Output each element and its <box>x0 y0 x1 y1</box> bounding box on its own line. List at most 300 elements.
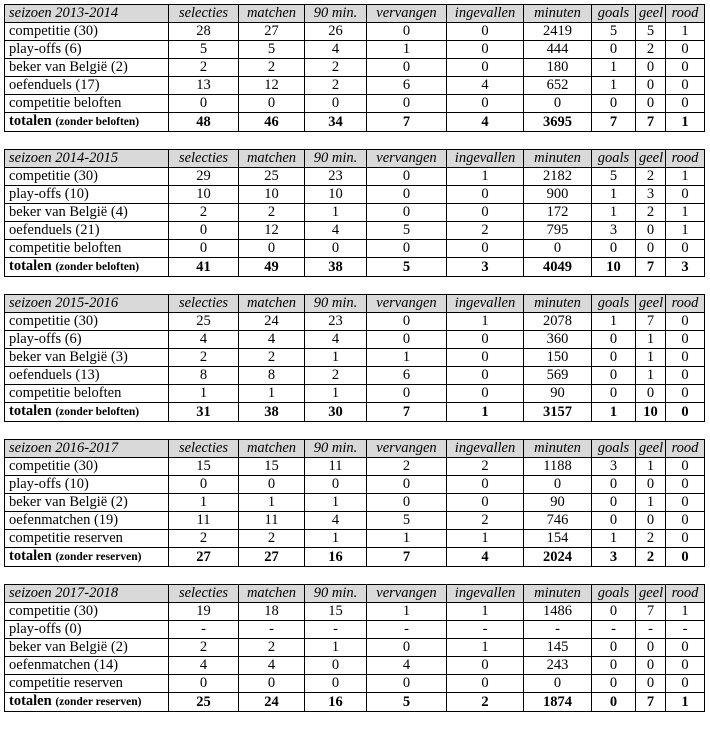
table-row <box>5 186 705 204</box>
totals-label-cell <box>5 548 169 567</box>
table-cell: 0 <box>447 494 524 512</box>
totals-cell: 2 <box>636 548 666 567</box>
table-cell: 1 <box>447 530 524 548</box>
totals-cell: 3157 <box>524 403 592 422</box>
table-cell: 0 <box>592 349 636 367</box>
totals-cell: 5 <box>367 258 447 277</box>
totals-cell: 16 <box>305 548 367 567</box>
table-row <box>5 458 705 476</box>
table-row <box>5 675 705 693</box>
totals-label-cell <box>5 693 169 712</box>
table-cell: 0 <box>169 675 239 693</box>
totals-note: (zonder beloften) <box>55 116 140 128</box>
table-row <box>5 23 705 41</box>
table-cell: 1486 <box>524 603 592 621</box>
row-label: beker van België (2) <box>5 59 169 77</box>
totals-cell: 1874 <box>524 693 592 712</box>
table-cell: 4 <box>305 331 367 349</box>
column-header: ingevallen <box>447 295 524 313</box>
table-cell: 1 <box>592 59 636 77</box>
table-cell: 0 <box>367 385 447 403</box>
totals-cell: 0 <box>666 548 705 567</box>
table-cell: 10 <box>305 186 367 204</box>
table-cell: 0 <box>666 41 705 59</box>
table-cell: 13 <box>169 77 239 95</box>
table-cell: 0 <box>666 367 705 385</box>
table-cell: 1 <box>305 349 367 367</box>
column-header: geel <box>636 5 666 23</box>
table-cell: 5 <box>592 23 636 41</box>
totals-cell: 3695 <box>524 113 592 132</box>
season-table <box>4 294 705 422</box>
table-cell: - <box>239 621 305 639</box>
table-row <box>5 222 705 240</box>
table-cell: 0 <box>666 331 705 349</box>
totals-cell: 0 <box>592 693 636 712</box>
totals-note: (zonder beloften) <box>55 406 140 418</box>
table-row <box>5 603 705 621</box>
totals-label: totalen <box>9 548 52 564</box>
table-cell: 5 <box>636 23 666 41</box>
table-row <box>5 349 705 367</box>
table-row <box>5 77 705 95</box>
column-header: selecties <box>169 295 239 313</box>
table-row <box>5 512 705 530</box>
season-title: seizoen 2013-2014 <box>5 5 169 23</box>
row-label: competitie (30) <box>5 603 169 621</box>
table-cell: 180 <box>524 59 592 77</box>
table-cell: 6 <box>367 367 447 385</box>
totals-label-cell <box>5 403 169 422</box>
table-spacer <box>4 422 704 439</box>
table-cell: 2 <box>169 349 239 367</box>
table-cell: - <box>524 621 592 639</box>
table-cell: 4 <box>447 77 524 95</box>
table-cell: 0 <box>666 657 705 675</box>
totals-cell: 4 <box>447 548 524 567</box>
row-label: play-offs (6) <box>5 41 169 59</box>
totals-cell: 49 <box>239 258 305 277</box>
table-cell: 5 <box>367 512 447 530</box>
column-header: 90 min. <box>305 5 367 23</box>
table-row <box>5 240 705 258</box>
row-label: oefenmatchen (14) <box>5 657 169 675</box>
column-header: selecties <box>169 5 239 23</box>
table-cell: 0 <box>636 639 666 657</box>
table-cell: 0 <box>524 675 592 693</box>
table-cell: 2 <box>636 204 666 222</box>
table-cell: 0 <box>592 331 636 349</box>
table-cell: 1 <box>636 349 666 367</box>
table-cell: 0 <box>666 639 705 657</box>
season-header-row <box>5 585 705 603</box>
totals-label-cell <box>5 258 169 277</box>
column-header: goals <box>592 5 636 23</box>
table-cell: 0 <box>169 95 239 113</box>
totals-cell: 7 <box>592 113 636 132</box>
table-cell: 0 <box>239 240 305 258</box>
table-cell: 12 <box>239 222 305 240</box>
table-cell: 0 <box>666 313 705 331</box>
column-header: geel <box>636 150 666 168</box>
table-cell: 1 <box>592 186 636 204</box>
table-cell: - <box>367 621 447 639</box>
table-row <box>5 41 705 59</box>
table-cell: 24 <box>239 313 305 331</box>
table-cell: 4 <box>169 331 239 349</box>
table-cell: 3 <box>592 222 636 240</box>
totals-cell: 1 <box>447 403 524 422</box>
totals-cell: 25 <box>169 693 239 712</box>
totals-cell: 38 <box>239 403 305 422</box>
column-header: minuten <box>524 5 592 23</box>
totals-cell: 10 <box>636 403 666 422</box>
table-row <box>5 385 705 403</box>
totals-cell: 38 <box>305 258 367 277</box>
table-cell: 5 <box>169 41 239 59</box>
season-title: seizoen 2016-2017 <box>5 440 169 458</box>
table-cell: 4 <box>169 657 239 675</box>
table-cell: 1 <box>367 349 447 367</box>
totals-cell: 2024 <box>524 548 592 567</box>
table-cell: 900 <box>524 186 592 204</box>
table-cell: 0 <box>636 240 666 258</box>
table-cell: 0 <box>592 657 636 675</box>
table-cell: 1 <box>592 313 636 331</box>
table-cell: 0 <box>592 639 636 657</box>
table-cell: 0 <box>592 512 636 530</box>
column-header: matchen <box>239 585 305 603</box>
totals-cell: 7 <box>367 113 447 132</box>
table-row <box>5 331 705 349</box>
table-cell: - <box>169 621 239 639</box>
column-header: rood <box>666 150 705 168</box>
table-cell: 0 <box>447 41 524 59</box>
row-label: competitie reserven <box>5 530 169 548</box>
table-cell: 1188 <box>524 458 592 476</box>
column-header: vervangen <box>367 440 447 458</box>
season-stats-document <box>4 4 704 712</box>
column-header: ingevallen <box>447 150 524 168</box>
table-cell: 0 <box>305 476 367 494</box>
table-cell: 1 <box>447 313 524 331</box>
table-cell: 0 <box>367 675 447 693</box>
column-header: rood <box>666 585 705 603</box>
totals-label: totalen <box>9 258 52 274</box>
table-cell: 0 <box>666 349 705 367</box>
table-cell: 4 <box>305 512 367 530</box>
totals-cell: 48 <box>169 113 239 132</box>
table-cell: 1 <box>305 494 367 512</box>
table-cell: 0 <box>447 476 524 494</box>
column-header: 90 min. <box>305 440 367 458</box>
table-cell: 1 <box>169 385 239 403</box>
season-header-row <box>5 440 705 458</box>
table-cell: 5 <box>592 168 636 186</box>
table-cell: 0 <box>592 240 636 258</box>
row-label: oefenduels (13) <box>5 367 169 385</box>
totals-cell: 0 <box>666 403 705 422</box>
table-cell: 4 <box>239 657 305 675</box>
table-cell: 2 <box>239 59 305 77</box>
table-cell: 2 <box>239 204 305 222</box>
table-cell: 0 <box>239 476 305 494</box>
table-cell: 0 <box>592 675 636 693</box>
table-cell: 0 <box>592 385 636 403</box>
table-cell: 2 <box>239 530 305 548</box>
column-header: goals <box>592 585 636 603</box>
table-cell: 154 <box>524 530 592 548</box>
totals-cell: 4049 <box>524 258 592 277</box>
totals-cell: 1 <box>666 693 705 712</box>
table-cell: 0 <box>666 512 705 530</box>
totals-cell: 1 <box>592 403 636 422</box>
column-header: vervangen <box>367 585 447 603</box>
table-cell: 3 <box>592 458 636 476</box>
table-cell: 19 <box>169 603 239 621</box>
table-cell: - <box>592 621 636 639</box>
row-label: competitie (30) <box>5 458 169 476</box>
table-row <box>5 168 705 186</box>
column-header: vervangen <box>367 5 447 23</box>
column-header: goals <box>592 440 636 458</box>
table-row <box>5 530 705 548</box>
row-label: oefenduels (17) <box>5 77 169 95</box>
table-cell: 569 <box>524 367 592 385</box>
row-label: oefenduels (21) <box>5 222 169 240</box>
totals-cell: 30 <box>305 403 367 422</box>
table-cell: 8 <box>239 367 305 385</box>
table-cell: 11 <box>305 458 367 476</box>
totals-cell: 3 <box>447 258 524 277</box>
column-header: ingevallen <box>447 5 524 23</box>
column-header: vervangen <box>367 295 447 313</box>
table-cell: 0 <box>367 494 447 512</box>
table-cell: 0 <box>524 240 592 258</box>
totals-cell: 10 <box>592 258 636 277</box>
table-cell: 4 <box>367 657 447 675</box>
table-cell: 0 <box>447 675 524 693</box>
row-label: competitie (30) <box>5 168 169 186</box>
column-header: rood <box>666 5 705 23</box>
table-row <box>5 621 705 639</box>
column-header: goals <box>592 150 636 168</box>
totals-label-cell <box>5 113 169 132</box>
table-row <box>5 639 705 657</box>
totals-row <box>5 693 705 712</box>
table-cell: 0 <box>636 59 666 77</box>
season-table <box>4 4 705 132</box>
table-cell: 0 <box>367 204 447 222</box>
column-header: matchen <box>239 295 305 313</box>
season-title: seizoen 2017-2018 <box>5 585 169 603</box>
table-row <box>5 204 705 222</box>
column-header: vervangen <box>367 150 447 168</box>
table-cell: 1 <box>239 385 305 403</box>
table-cell: 1 <box>447 639 524 657</box>
column-header: minuten <box>524 585 592 603</box>
table-cell: - <box>447 621 524 639</box>
table-cell: 1 <box>367 530 447 548</box>
table-cell: 2 <box>636 168 666 186</box>
table-cell: 243 <box>524 657 592 675</box>
totals-cell: 7 <box>636 693 666 712</box>
column-header: selecties <box>169 440 239 458</box>
table-cell: 0 <box>239 675 305 693</box>
column-header: 90 min. <box>305 150 367 168</box>
table-cell: 150 <box>524 349 592 367</box>
table-cell: 0 <box>367 186 447 204</box>
totals-cell: 5 <box>367 693 447 712</box>
table-cell: 4 <box>305 41 367 59</box>
table-cell: 1 <box>305 639 367 657</box>
totals-cell: 4 <box>447 113 524 132</box>
row-label: play-offs (6) <box>5 331 169 349</box>
table-cell: 2078 <box>524 313 592 331</box>
table-cell: 0 <box>169 222 239 240</box>
table-cell: 12 <box>239 77 305 95</box>
table-cell: 145 <box>524 639 592 657</box>
table-cell: 0 <box>524 476 592 494</box>
table-cell: 2 <box>367 458 447 476</box>
table-cell: 0 <box>367 59 447 77</box>
column-header: selecties <box>169 150 239 168</box>
table-cell: 11 <box>169 512 239 530</box>
table-cell: 0 <box>636 222 666 240</box>
table-cell: 1 <box>636 458 666 476</box>
table-cell: 0 <box>367 240 447 258</box>
table-cell: 10 <box>239 186 305 204</box>
table-cell: 2 <box>305 367 367 385</box>
table-cell: 2 <box>447 458 524 476</box>
table-cell: 0 <box>239 95 305 113</box>
table-cell: 0 <box>592 494 636 512</box>
table-cell: 27 <box>239 23 305 41</box>
table-cell: 5 <box>367 222 447 240</box>
season-table <box>4 584 705 712</box>
totals-row <box>5 258 705 277</box>
table-cell: 0 <box>666 385 705 403</box>
table-cell: 6 <box>367 77 447 95</box>
table-cell: 0 <box>367 95 447 113</box>
table-cell: 1 <box>666 603 705 621</box>
table-cell: 0 <box>447 59 524 77</box>
table-cell: 25 <box>239 168 305 186</box>
table-spacer <box>4 567 704 584</box>
table-cell: 0 <box>447 367 524 385</box>
table-cell: 0 <box>636 657 666 675</box>
row-label: beker van België (2) <box>5 494 169 512</box>
table-cell: 0 <box>447 95 524 113</box>
table-cell: 0 <box>447 240 524 258</box>
table-cell: 1 <box>666 204 705 222</box>
column-header: matchen <box>239 440 305 458</box>
table-cell: 2 <box>305 59 367 77</box>
table-cell: 2 <box>169 59 239 77</box>
table-cell: 746 <box>524 512 592 530</box>
row-label: beker van België (3) <box>5 349 169 367</box>
row-label: competitie beloften <box>5 240 169 258</box>
table-cell: 0 <box>592 95 636 113</box>
table-row <box>5 494 705 512</box>
table-cell: 0 <box>447 186 524 204</box>
table-cell: 7 <box>636 603 666 621</box>
column-header: goals <box>592 295 636 313</box>
table-cell: 1 <box>636 331 666 349</box>
row-label: competitie (30) <box>5 313 169 331</box>
column-header: geel <box>636 295 666 313</box>
table-cell: 2 <box>636 41 666 59</box>
row-label: competitie reserven <box>5 675 169 693</box>
column-header: minuten <box>524 295 592 313</box>
table-cell: 0 <box>636 675 666 693</box>
table-cell: 0 <box>447 331 524 349</box>
table-cell: 1 <box>367 603 447 621</box>
table-row <box>5 476 705 494</box>
table-row <box>5 657 705 675</box>
table-cell: 90 <box>524 385 592 403</box>
totals-cell: 3 <box>666 258 705 277</box>
table-cell: 0 <box>524 95 592 113</box>
season-title: seizoen 2015-2016 <box>5 295 169 313</box>
table-cell: 2 <box>447 222 524 240</box>
table-cell: 4 <box>239 331 305 349</box>
table-cell: 1 <box>666 168 705 186</box>
totals-cell: 7 <box>367 548 447 567</box>
column-header: ingevallen <box>447 585 524 603</box>
table-cell: 0 <box>636 512 666 530</box>
totals-row <box>5 403 705 422</box>
totals-cell: 1 <box>666 113 705 132</box>
table-cell: 0 <box>367 23 447 41</box>
season-table <box>4 149 705 277</box>
totals-label: totalen <box>9 403 52 419</box>
row-label: competitie (30) <box>5 23 169 41</box>
totals-label: totalen <box>9 113 52 129</box>
column-header: geel <box>636 440 666 458</box>
table-cell: 1 <box>592 204 636 222</box>
column-header: 90 min. <box>305 585 367 603</box>
table-row <box>5 367 705 385</box>
table-cell: 1 <box>367 41 447 59</box>
totals-cell: 16 <box>305 693 367 712</box>
table-cell: 0 <box>305 657 367 675</box>
table-cell: 5 <box>239 41 305 59</box>
table-cell: 1 <box>305 204 367 222</box>
table-cell: 2 <box>636 530 666 548</box>
table-cell: 0 <box>666 675 705 693</box>
season-table <box>4 439 705 567</box>
totals-cell: 31 <box>169 403 239 422</box>
table-cell: 0 <box>169 476 239 494</box>
table-cell: 0 <box>447 385 524 403</box>
table-cell: 2 <box>169 639 239 657</box>
table-cell: - <box>305 621 367 639</box>
season-title: seizoen 2014-2015 <box>5 150 169 168</box>
totals-row <box>5 113 705 132</box>
column-header: minuten <box>524 440 592 458</box>
season-header-row <box>5 150 705 168</box>
table-cell: 0 <box>666 476 705 494</box>
row-label: play-offs (10) <box>5 476 169 494</box>
column-header: geel <box>636 585 666 603</box>
table-cell: 0 <box>666 240 705 258</box>
table-cell: 1 <box>666 222 705 240</box>
row-label: oefenmatchen (19) <box>5 512 169 530</box>
table-cell: - <box>636 621 666 639</box>
table-cell: 0 <box>666 186 705 204</box>
table-row <box>5 59 705 77</box>
